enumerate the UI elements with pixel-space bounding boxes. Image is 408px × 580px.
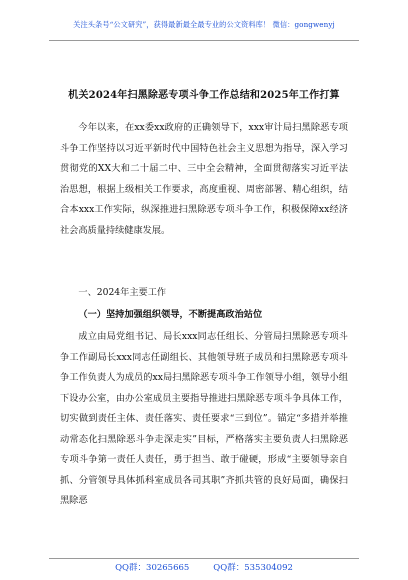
footer-qq-group-2: QQ群：535304092 bbox=[213, 563, 293, 573]
footer-divider bbox=[49, 558, 359, 559]
body-paragraph-intro: 今年以来，在xx委xx政府的正确领导下，xxx审计局扫黑除恶专项斗争工作坚持以习近平新时代中国特色社会主义思想为指导，深入学习贯彻党的XX大和二十届二中、三中全会精神，全面贯彻落实习近平法治思想，根据上级相关工作要求，高度重视、周密部署、精心组织，结合本xxx工作实际，纵深推进扫黑除恶专项斗争工作，积极保障xx经济社会高质量持续健康发展。 bbox=[60, 122, 348, 236]
header-divider bbox=[49, 40, 359, 41]
body-paragraph-organization: 成立由局党组书记、局长xxx同志任组长、分管局扫黑除恶专项斗争工作副局长xxx同志任副组长、其他领导班子成员和扫黑除恶专项斗争工作负责人为成员的xx局扫黑除恶专项斗争工作领导小组，领导小组下设办公室，由办公室成员主要指导推进扫黑除恶专项斗争具体工作，切实做到责任主体、责任落实、责任要求“三到位”。锚定“多措并举推动常态化扫黑除恶斗争走深走实”目标，严格落实主要负责人扫黑除恶专项斗争第一责任人责任，勇于担当、敢于碰硬，形成“主要领导亲自抓、分管领导具体抓科室成员各司其职”齐抓共管的良好局面，确保扫黑除恶 bbox=[60, 331, 348, 506]
section-heading: 一、2024年主要工作 bbox=[78, 287, 167, 298]
footer-qq-group-1: QQ群：30265665 bbox=[115, 563, 190, 573]
header-banner: 关注头条号“公文研究”，获得最新最全最专业的公文资料库！ 微信：gongwenyj bbox=[73, 20, 335, 29]
subsection-heading: （一）坚持加强组织领导，不断提高政治站位 bbox=[78, 309, 263, 320]
document-title: 机关2024年扫黑除恶专项斗争工作总结和2025年工作打算 bbox=[68, 90, 340, 101]
footer-banner bbox=[0, 561, 408, 573]
